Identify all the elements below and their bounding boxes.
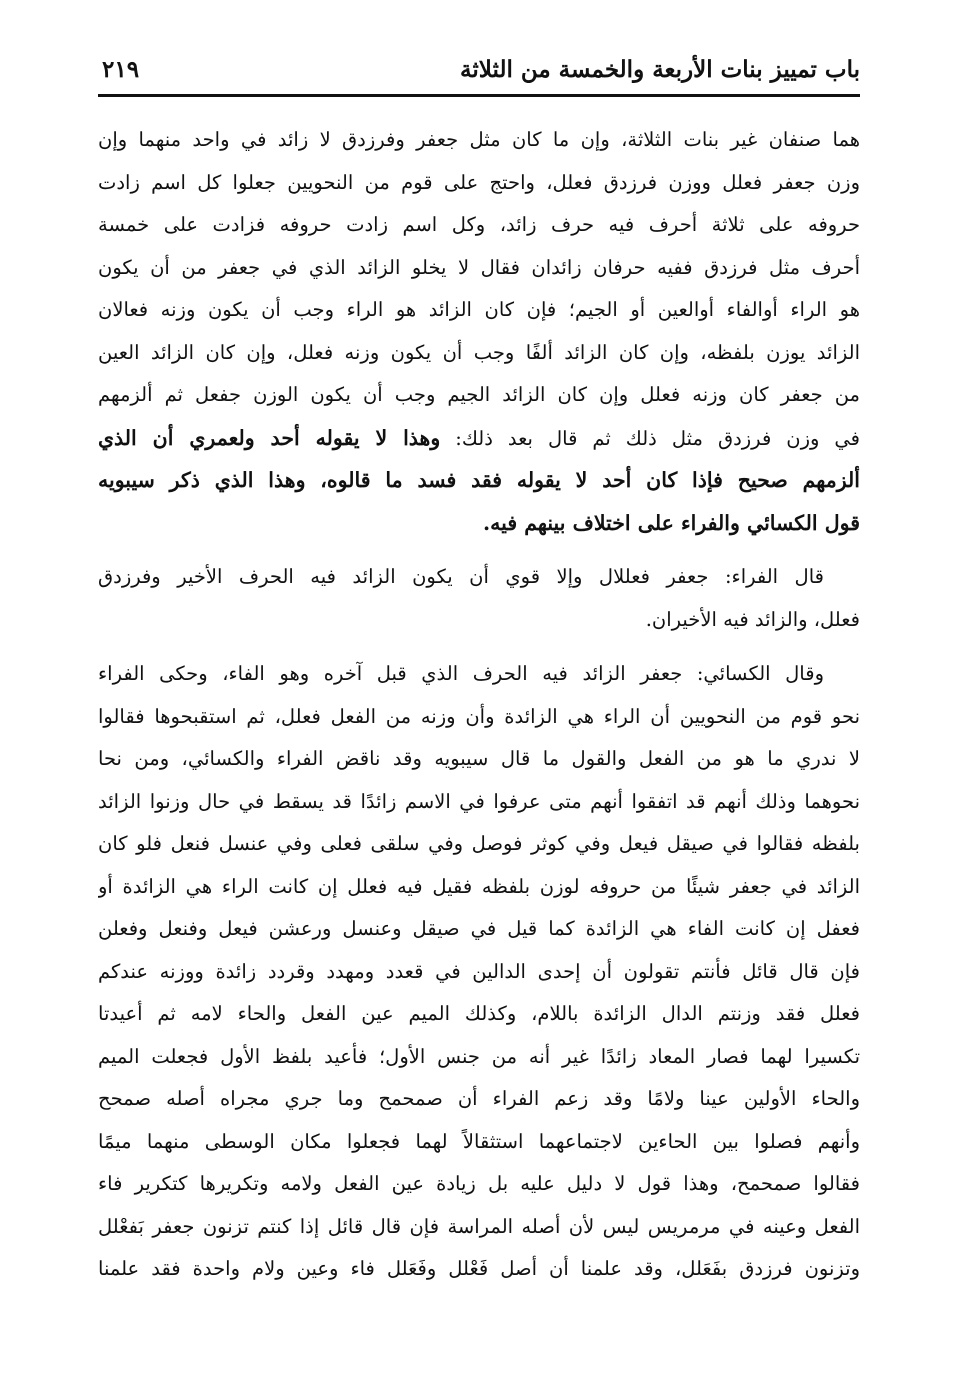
line-text: الزائد في جعفر شيئًا من حروفه لوزن بلفظه فقيل فيه فعلل إن كانت الراء هي الزائدة أو <box>98 874 860 898</box>
line-text: فإن قال قائل فأنتم تقولون أن إحدى الدالين في قعدد ومهدد وقردد زائدة ووزنه عندكم <box>98 959 860 983</box>
text-line <box>98 653 860 696</box>
text-line <box>98 1248 860 1291</box>
line-text: قال الفراء: جعفر فعللال وإلا قوي أن يكون الزائد فيه الحرف الأخير وفرزدق <box>98 565 824 588</box>
line-text: نحوهما وذلك أنهم قد اتفقوا أنهم متى عرفوا في الاسم زائدًا قد يسقط في حال وزنوا الزائد <box>98 789 860 813</box>
bold-text: ألزمهم صحيح فإذا كان أحد لا يقوله فقد فسد ما قالوه، وهذا الذي ذكر سيبويه <box>98 468 860 492</box>
text-line <box>98 119 860 162</box>
text-line <box>98 332 860 375</box>
text-line <box>98 993 860 1036</box>
line-text: وأنهم فصلوا بين الحاءين لاجتماعهما استثقالاً لهما فجعلوا مكان الوسطى منهما ميمًا <box>98 1129 860 1153</box>
text-line <box>98 951 860 994</box>
line-text: نحو قوم من النحويين أن الراء هي الزائدة وأن وزنه من الفعل فعلل، ثم استقبحوها فقالوا <box>98 704 860 728</box>
text-line <box>98 1078 860 1121</box>
text-line <box>98 908 860 951</box>
line-text: فقالوا صمحمح، وهذا قول لا دليل عليه بل زيادة عين الفعل ولامه وتكريرها كتكرير فاء <box>98 1172 860 1195</box>
body-text <box>98 119 860 1291</box>
running-header <box>98 50 860 97</box>
line-text: الزائد يوزن بلفظه، وإن كان الزائد ألفًا وجب أن يكون وزنه فعلل، وإن كان الزائد العين <box>98 340 860 364</box>
bold-text: وهذا لا يقوله أحد ولعمري أن الذي <box>98 425 441 450</box>
line-text: والحاء الأولين عينا ولامًا وقد زعم الفراء أن صمحمح وما جري مجراه أصله صمحح <box>98 1087 860 1110</box>
text-line <box>98 162 860 205</box>
text-line <box>98 289 860 332</box>
text-line <box>98 459 860 502</box>
line-text: حروفه على ثلاثة أحرف فيه حرف زائد، وكل اسم زادت حروفه فزادت على خمسة <box>98 213 860 236</box>
text-line <box>98 823 860 866</box>
paragraph <box>98 653 860 1291</box>
text-line <box>98 866 860 909</box>
line-text: أحرف مثل فرزدق ففيه حرفان زائدان فقال لا يخلو الزائد الذي في جعفر من أن يكون <box>98 255 860 279</box>
text-line <box>98 247 860 290</box>
line-text: في وزن فرزدق مثل ذلك ثم قال بعد ذلك: <box>440 426 860 450</box>
line-text: هو الراء أوالفاء أوالعين أو الجيم؛ فإن كان الزائد هو الراء وجب أن يكون وزنه فعالان <box>98 298 860 321</box>
bold-text: قول الكسائي والفراء على اختلاف بينهم فيه. <box>483 510 860 535</box>
text-line <box>98 204 860 247</box>
line-text: فعلل، والزائد فيه الأخيران. <box>645 607 860 631</box>
line-text: وزن جعفر فعلل ووزن فرزدق فعلل، واحتج على قوم من النحويين جعلوا كل اسم زادت <box>98 170 860 194</box>
text-line <box>98 1036 860 1079</box>
line-text: بلفظه فقالوا في صيقل فيعل وفي كوثر فوصل وفي سلقى فعلى وفي عنسل فنعل فلو كان <box>98 832 860 855</box>
line-text: فعلل فقد وزنتم الدال الزائدة باللام، وكذلك الميم عين الفعل والحاء لامه ثم أعيدتا <box>98 1002 860 1025</box>
paragraph <box>98 556 860 641</box>
page-number: ٢١٩ <box>102 56 140 83</box>
text-line <box>98 781 860 824</box>
line-text: وتزنون فرزدق بفَعَلل، وقد علمنا أن أصل فَعْلل وفَعَلل فاء وعين ولام واحدة فقد علمنا <box>98 1257 860 1280</box>
line-text: الفعل وعينه في مرمريس ليس لأن أصله المراسة فإن قال قائل إذا كنتم تزنون جعفر بَفعْلل <box>98 1214 860 1238</box>
line-text: لا ندري ما هو من الفعل والقول ما قال سيبويه وقد ناقض الفراء والكسائي، ومن نحا <box>98 747 860 770</box>
text-line <box>98 374 860 417</box>
line-text: من جعفر كان وزنه فعلل وإن كان الزائد الجيم وجب أن يكون الوزن جفعل ثم ألزمهم <box>98 383 860 406</box>
text-line <box>98 599 860 642</box>
text-line <box>98 1121 860 1164</box>
book-page <box>98 50 860 1350</box>
text-line <box>98 1206 860 1249</box>
paragraph <box>98 119 860 544</box>
text-line <box>98 1163 860 1206</box>
text-line <box>98 417 860 460</box>
line-text: فعفل إن كانت الفاء هي الزائدة كما قيل في صيقل وعنسل ورعشن فيعل وفنعل وفعلن <box>98 917 860 940</box>
text-line <box>98 556 860 599</box>
line-text: تكسيرا لهما فصار المعاد زائدًا غير أنه من جنس الأول؛ فأعيد بلفظ الأول فجعلت الميم <box>98 1044 860 1068</box>
text-line <box>98 502 860 545</box>
line-text: هما صنفان غير بنات الثلاثة، وإن ما كان مثل جعفر وفرزدق لا زائد في واحد منهما وإن <box>98 128 860 151</box>
text-line <box>98 738 860 781</box>
line-text: وقال الكسائي: جعفر الزائد فيه الحرف الذي قبل آخره وهو الفاء، وحكى الفراء <box>98 662 824 685</box>
text-line <box>98 696 860 739</box>
chapter-title: باب تمييز بنات الأربعة والخمسة من الثلاثة <box>460 56 860 83</box>
